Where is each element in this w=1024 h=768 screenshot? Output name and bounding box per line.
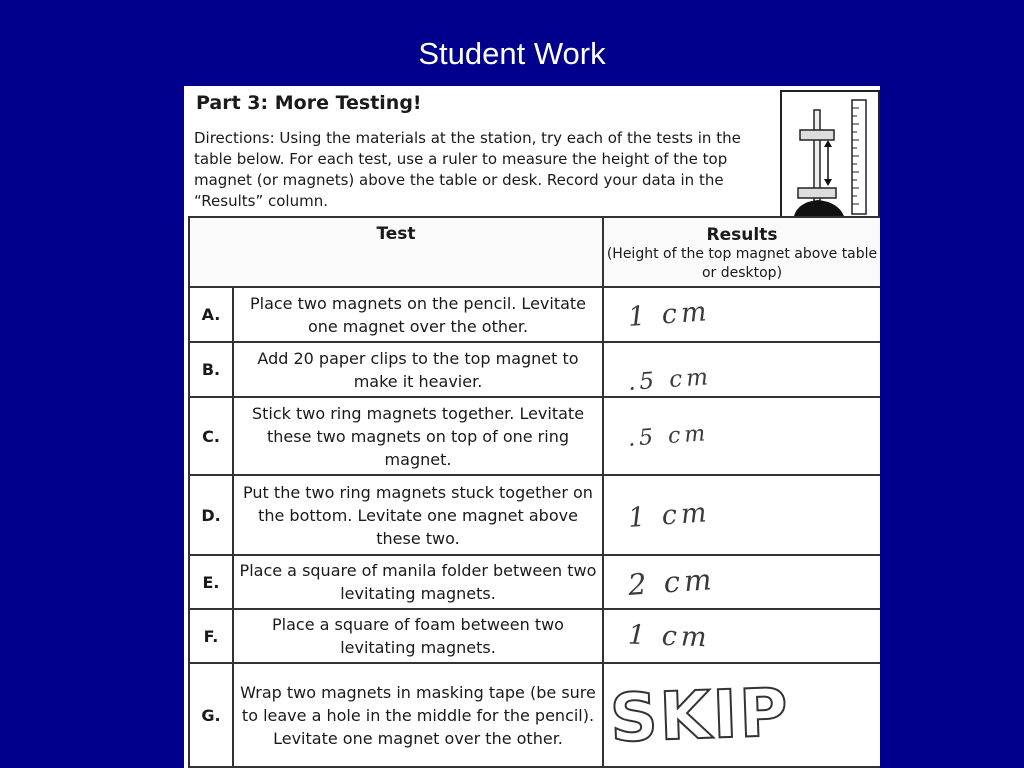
table-row xyxy=(189,555,880,609)
slide-title: Student Work xyxy=(418,36,606,71)
row-result xyxy=(603,475,880,555)
handwritten-result: 1 cm xyxy=(627,296,712,333)
header-results-subtitle: (Height of the top magnet above table or desktop) xyxy=(606,245,878,281)
header-results-label: Results xyxy=(706,224,778,245)
magnet-apparatus-illustration xyxy=(780,90,880,220)
row-test: Place a square of foam between two levitating magnets. xyxy=(233,609,603,663)
row-test: Add 20 paper clips to the top magnet to make it heavier. xyxy=(233,342,603,397)
row-letter: E. xyxy=(189,555,233,609)
table-row xyxy=(189,342,880,397)
table-row xyxy=(189,397,880,475)
worksheet xyxy=(184,86,880,768)
header-test: Test xyxy=(189,217,603,287)
row-letter: A. xyxy=(189,287,233,342)
row-letter: F. xyxy=(189,609,233,663)
table-row xyxy=(189,287,880,342)
row-letter: D. xyxy=(189,475,233,555)
table-row xyxy=(189,609,880,663)
row-result xyxy=(603,397,880,475)
header-results xyxy=(603,217,880,287)
handwritten-result: .5 cm xyxy=(627,420,710,452)
table-header-row xyxy=(189,217,880,287)
row-test: Put the two ring magnets stuck together on the bottom. Levitate one magnet above these two. xyxy=(233,475,603,555)
table-row xyxy=(189,475,880,555)
table-row xyxy=(189,663,880,767)
handwritten-result: .5 cm xyxy=(627,363,713,396)
row-result xyxy=(603,287,880,342)
row-result xyxy=(603,663,880,767)
directions-text: Directions: Using the materials at the station, try each of the tests in the table below. For each test, use a ruler to measure the height of the top magnet (or magnets) above the table or desk. Record your data in the “Results” column. xyxy=(194,129,741,210)
row-letter: C. xyxy=(189,397,233,475)
row-result xyxy=(603,609,880,663)
row-test: Place two magnets on the pencil. Levitate one magnet over the other. xyxy=(233,287,603,342)
row-result xyxy=(603,342,880,397)
handwritten-result: 1 cm xyxy=(627,496,712,534)
row-letter: B. xyxy=(189,342,233,397)
row-letter: G. xyxy=(189,663,233,767)
row-test: Stick two ring magnets together. Levitate these two magnets on top of one ring magnet. xyxy=(233,397,603,475)
row-result xyxy=(603,555,880,609)
row-test: Wrap two magnets in masking tape (be sure to leave a hole in the middle for the pencil). Levitate one magnet over the other. xyxy=(233,663,603,767)
handwritten-result: 2 cm xyxy=(626,561,717,603)
magnet-stand-icon xyxy=(782,92,878,218)
tests-table xyxy=(188,216,880,768)
handwritten-skip: SKIP xyxy=(608,673,791,757)
handwritten-result: 1 cm xyxy=(627,619,712,653)
row-test: Place a square of manila folder between two levitating magnets. xyxy=(233,555,603,609)
part-title: Part 3: More Testing! xyxy=(196,92,422,114)
